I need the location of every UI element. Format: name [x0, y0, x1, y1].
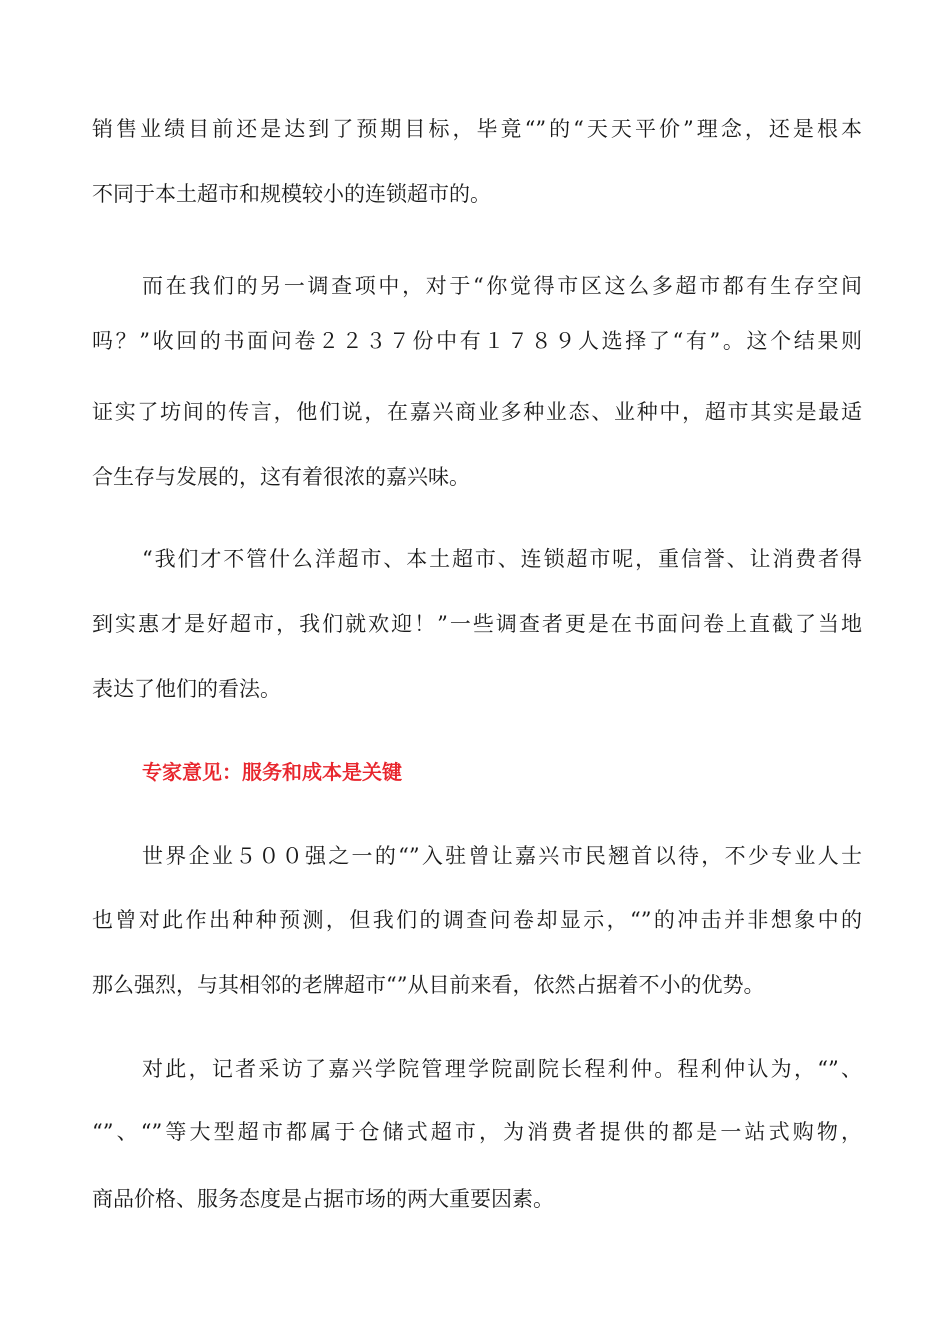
paragraph-line: 对此，记者采访了嘉兴学院管理学院副院长程利仲。程利仲认为，“”、	[142, 1057, 862, 1081]
paragraph-line: “我们才不管什么洋超市、本土超市、连锁超市呢，重信誉、让消费者得	[142, 547, 862, 571]
paragraph-line: 合生存与发展的，这有着很浓的嘉兴味。	[92, 465, 470, 489]
paragraph-line: 也曾对此作出种种预测，但我们的调查问卷却显示，“”的冲击并非想象中的	[92, 908, 862, 932]
section-heading: 专家意见：服务和成本是关键	[142, 760, 402, 784]
paragraph-line: 世界企业５００强之一的“”入驻曾让嘉兴市民翘首以待，不少专业人士	[142, 844, 862, 868]
paragraph-line: 吗？”收回的书面问卷２２３７份中有１７８９人选择了“有”。这个结果则	[92, 329, 862, 353]
paragraph-line: 而在我们的另一调查项中，对于“你觉得市区这么多超市都有生存空间	[142, 274, 862, 298]
paragraph-line: 商品价格、服务态度是占据市场的两大重要因素。	[92, 1187, 554, 1211]
paragraph-line: “”、“”等大型超市都属于仓储式超市，为消费者提供的都是一站式购物，	[92, 1120, 862, 1144]
paragraph-line: 到实惠才是好超市，我们就欢迎！”一些调查者更是在书面问卷上直截了当地	[92, 612, 862, 636]
paragraph-line: 那么强烈，与其相邻的老牌超市“”从目前来看，依然占据着不小的优势。	[92, 973, 765, 997]
paragraph-line: 不同于本土超市和规模较小的连锁超市的。	[92, 182, 491, 206]
paragraph-line: 证实了坊间的传言，他们说，在嘉兴商业多种业态、业种中，超市其实是最适	[92, 400, 862, 424]
paragraph-line: 表达了他们的看法。	[92, 677, 281, 701]
paragraph-line: 销售业绩目前还是达到了预期目标，毕竟“”的“天天平价”理念，还是根本	[92, 117, 862, 141]
